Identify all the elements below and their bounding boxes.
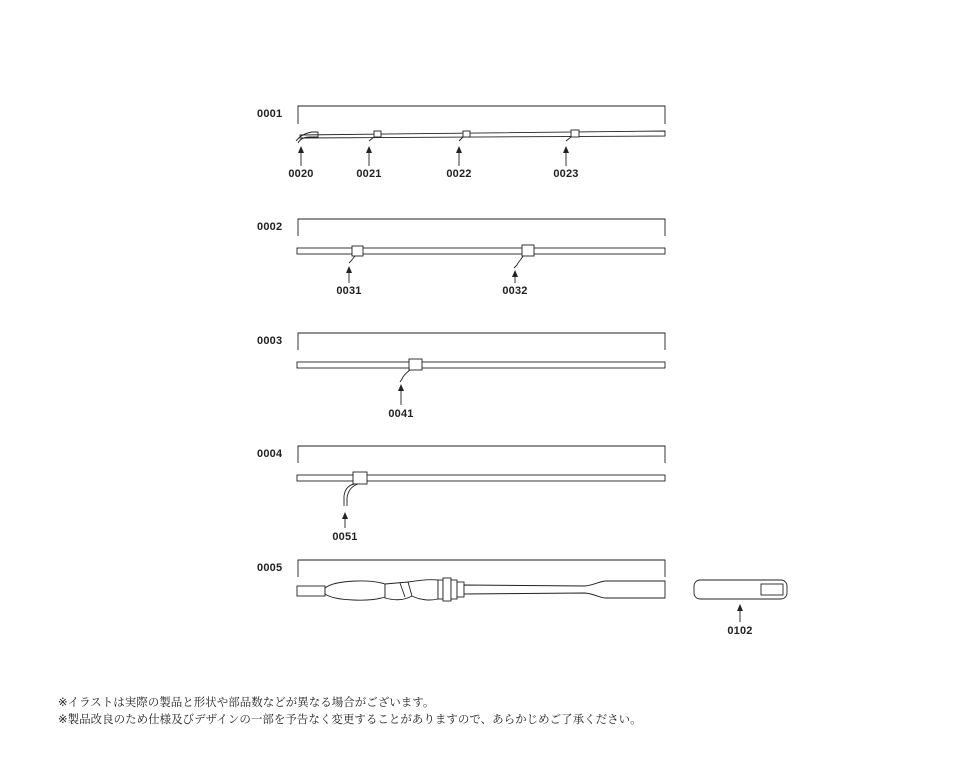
guide-frame-0041 bbox=[400, 370, 410, 382]
part-label-0031: 0031 bbox=[336, 285, 362, 297]
fore-grip bbox=[408, 580, 438, 600]
guide-wrap-0031 bbox=[352, 246, 363, 256]
section-0005-drawing bbox=[297, 560, 787, 622]
section-label-0004: 0004 bbox=[257, 448, 283, 460]
winding-check-3 bbox=[451, 580, 457, 599]
arrowhead-0041 bbox=[398, 384, 404, 391]
section-0001-bracket bbox=[298, 106, 665, 124]
guide-frame-0032 bbox=[514, 256, 523, 268]
arrowhead-0023 bbox=[563, 146, 569, 153]
arrowhead-0022 bbox=[456, 146, 462, 153]
part-label-0022: 0022 bbox=[446, 168, 472, 180]
section-0002-bracket bbox=[298, 219, 665, 236]
winding-check-1 bbox=[438, 580, 443, 599]
guide-wrap-0032 bbox=[522, 245, 534, 256]
section-label-0003: 0003 bbox=[257, 335, 283, 347]
arrowhead-0032 bbox=[512, 270, 518, 277]
section-0004-bracket bbox=[298, 446, 665, 463]
arrowhead-0051 bbox=[342, 512, 348, 519]
section-label-0001: 0001 bbox=[257, 108, 283, 120]
arrowhead-0020 bbox=[298, 146, 304, 153]
section-0003-drawing bbox=[297, 333, 665, 405]
part-label-0102: 0102 bbox=[727, 625, 753, 637]
guide-wrap-0041 bbox=[409, 359, 422, 370]
guide-frame-0031 bbox=[349, 256, 355, 263]
guide-wrap-0051 bbox=[353, 472, 367, 484]
butt-blank bbox=[464, 581, 665, 598]
part-label-0020: 0020 bbox=[288, 168, 314, 180]
arrowhead-0031 bbox=[346, 266, 352, 273]
butt-cap bbox=[297, 586, 325, 596]
guide-foot-0023 bbox=[566, 137, 571, 141]
section-0002-drawing bbox=[297, 219, 665, 283]
section-0003-blank bbox=[297, 362, 665, 368]
section-0003-bracket bbox=[298, 333, 665, 350]
part-label-0051: 0051 bbox=[332, 531, 358, 543]
guide-wrap-0022 bbox=[463, 131, 470, 137]
section-label-0005: 0005 bbox=[257, 562, 283, 574]
guide-wrap-0021 bbox=[374, 131, 381, 137]
part-label-0041: 0041 bbox=[388, 408, 414, 420]
footnote-illustration: ※イラストは実際の製品と形状や部品数などが異なる場合がございます。 bbox=[58, 695, 435, 709]
arrowhead-0102 bbox=[737, 604, 743, 611]
section-0004-drawing bbox=[297, 446, 665, 528]
tip-section-blank bbox=[300, 131, 665, 138]
section-0004-blank bbox=[297, 475, 665, 481]
part-label-0021: 0021 bbox=[356, 168, 382, 180]
section-label-0002: 0002 bbox=[257, 221, 283, 233]
part-label-0023: 0023 bbox=[553, 168, 579, 180]
guide-foot-0022 bbox=[459, 137, 463, 141]
winding-check-2 bbox=[443, 578, 451, 601]
guide-frame-0051-inner bbox=[347, 484, 358, 506]
winding-check-4 bbox=[457, 582, 464, 597]
footnote-specification: ※製品改良のため仕様及びデザインの一部を予告なく変更することがありますので、あらかじめご了承ください。 bbox=[58, 712, 642, 726]
rod-belt-buckle bbox=[761, 584, 783, 595]
guide-frame-0051 bbox=[344, 484, 356, 506]
guide-wrap-0023 bbox=[571, 130, 579, 137]
rear-grip bbox=[325, 581, 385, 600]
section-0001-drawing bbox=[296, 106, 665, 166]
arrowhead-0021 bbox=[366, 146, 372, 153]
part-label-0032: 0032 bbox=[502, 285, 528, 297]
section-0005-bracket bbox=[298, 560, 665, 577]
